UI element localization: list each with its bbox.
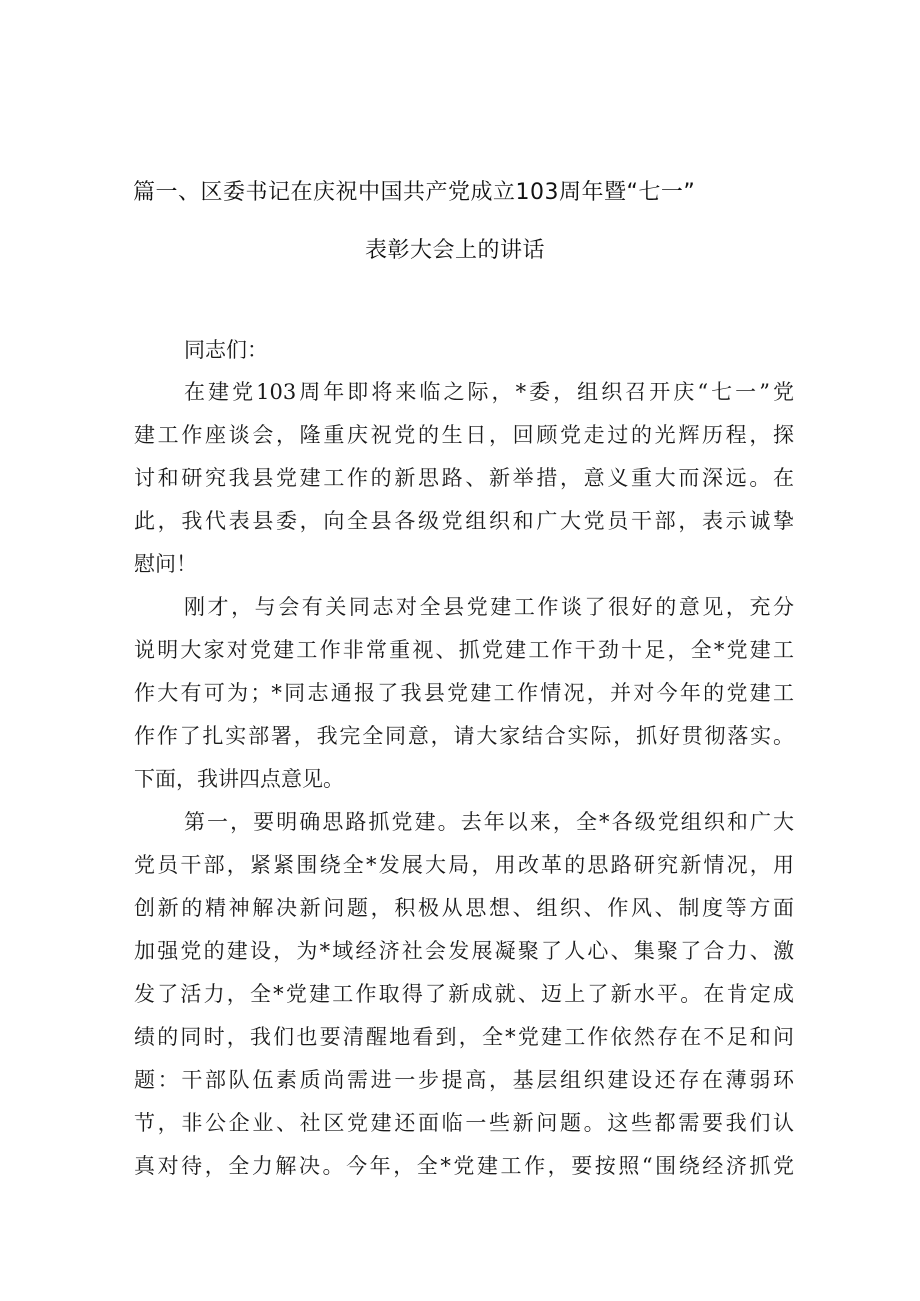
paragraph-line: 真对待，全力解决。今年，全*党建工作，要按照“围绕经济抓党 [134,1154,794,1178]
paragraph-line: 发了活力，全*党建工作取得了新成就、迈上了新水平。在肯定成 [134,982,794,1006]
paragraph-line: 此，我代表县委，向全县各级党组织和广大党员干部，表示诚挚 [134,509,794,533]
paragraph-line: 题：干部队伍素质尚需进一步提高，基层组织建设还存在薄弱环 [134,1068,794,1092]
paragraph-line: 党员干部，紧紧围绕全*发展大局，用改革的思路研究新情况，用 [134,853,794,877]
paragraph-line: 绩的同时，我们也要清醒地看到，全*党建工作依然存在不足和问 [134,1025,794,1049]
paragraph-line: 讨和研究我县党建工作的新思路、新举措，意义重大而深远。在 [134,466,794,490]
document-title-line-2: 表彰大会上的讲话 [365,238,546,263]
paragraph-line: 在建党103周年即将来临之际，*委，组织召开庆“七一”党 [184,380,794,404]
paragraph-line: 作大有可为；*同志通报了我县党建工作情况，并对今年的党建工 [134,681,794,705]
paragraph-line: 下面，我讲四点意见。 [134,767,344,791]
paragraph-line: 建工作座谈会，隆重庆祝党的生日，回顾党走过的光辉历程，探 [134,423,794,447]
paragraph-line: 创新的精神解决新问题，积极从思想、组织、作风、制度等方面 [134,896,794,920]
document-title-line-1: 篇一、区委书记在庆祝中国共产党成立103周年暨“七一” [133,180,696,205]
paragraph-line: 说明大家对党建工作非常重视、抓党建工作干劲十足，全*党建工 [134,638,794,662]
paragraph-line: 慰问！ [134,552,197,576]
paragraph-line: 刚才，与会有关同志对全县党建工作谈了很好的意见，充分 [184,595,794,619]
paragraph-line: 节，非公企业、社区党建还面临一些新问题。这些都需要我们认 [134,1111,794,1135]
paragraph-line: 作作了扎实部署，我完全同意，请大家结合实际，抓好贯彻落实。 [134,724,794,748]
paragraph-line: 第一，要明确思路抓党建。去年以来，全*各级党组织和广大 [184,810,794,834]
salutation: 同志们： [184,338,268,362]
paragraph-line: 加强党的建设，为*域经济社会发展凝聚了人心、集聚了合力、激 [134,939,794,963]
